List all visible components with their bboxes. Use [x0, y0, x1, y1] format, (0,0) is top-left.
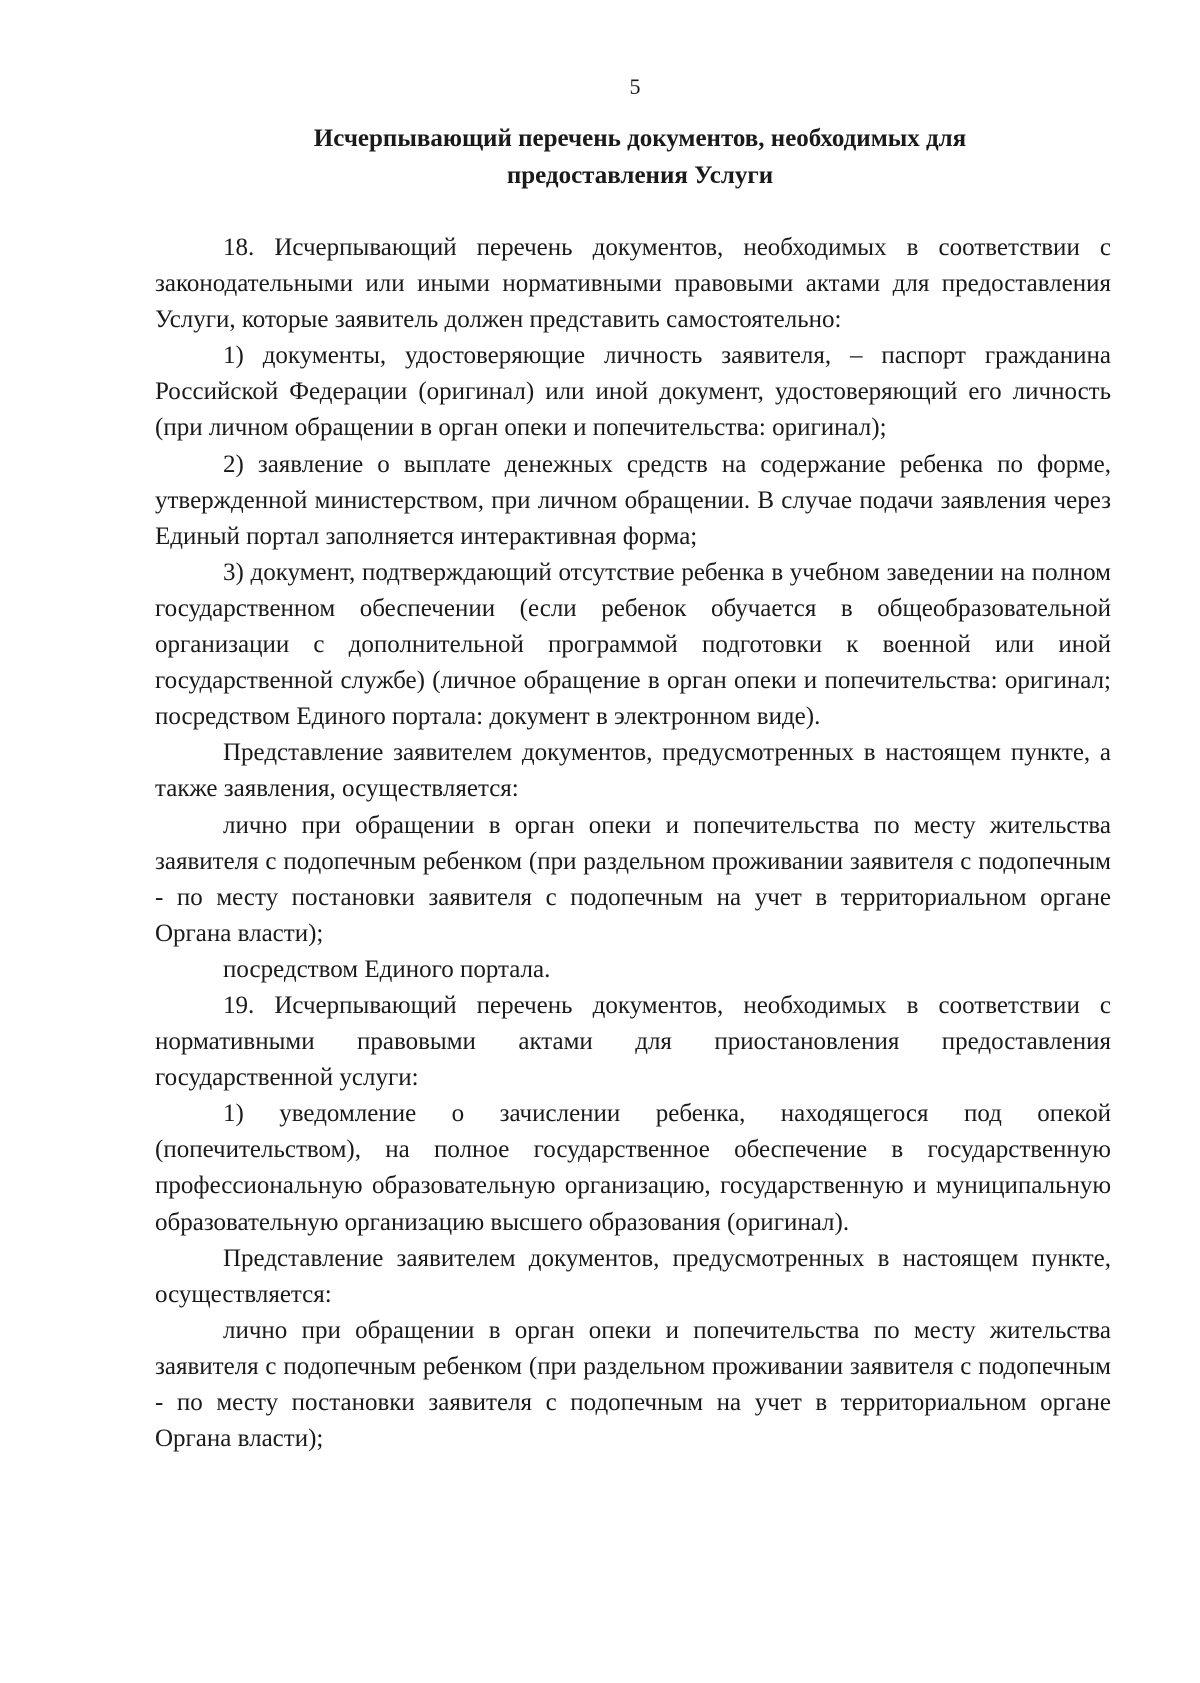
section-heading-line-2: предоставления Услуги	[506, 162, 774, 189]
paragraph-18-in-person: лично при обращении в орган опеки и попечительства по месту жительства заявителя с подопечным ребенком (при раздельном проживании заявителя с подопечным - по месту постановки заявителя с подопечным на учет в территориальном органе Органа власти);	[155, 811, 1111, 947]
paragraph-19-item-1: 1) уведомление о зачислении ребенка, находящегося под опекой (попечительством), на полное государственное обеспечение в государственную профессиональную образовательную организацию, государственную и муниципальную образовательную организацию высшего образования (оригинал).	[155, 1100, 1111, 1236]
paragraph-18-item-3: 3) документ, подтверждающий отсутствие ребенка в учебном заведении на полном государственном обеспечении (если ребенок обучается в общеобразовательной организации с дополнительной программой подготовки к военной или иной государственной службе) (личное обращение в орган опеки и попечительства: оригинал; посредством Единого портала: документ в электронном виде).	[155, 558, 1111, 731]
paragraph-18-submission: Представление заявителем документов, предусмотренных в настоящем пункте, а также заявления, осуществляется:	[155, 739, 1111, 803]
paragraph-18-intro: 18. Исчерпывающий перечень документов, необходимых в соответствии с законодательными или иными нормативными правовыми актами для предоставления Услуги, которые заявитель должен представить самостоятельно:	[155, 234, 1111, 334]
paragraph-19-submission: Представление заявителем документов, предусмотренных в настоящем пункте, осуществляется:	[155, 1244, 1111, 1308]
paragraph-18-item-1: 1) документы, удостоверяющие личность заявителя, – паспорт гражданина Российской Федерации (оригинал) или иной документ, удостоверяющий его личность (при личном обращении в орган опеки и попечительства: оригинал);	[155, 342, 1111, 442]
document-body	[155, 230, 1111, 1457]
paragraph-19-in-person: лично при обращении в орган опеки и попечительства по месту жительства заявителя с подопечным ребенком (при раздельном проживании заявителя с подопечным - по месту постановки заявителя с подопечным на учет в территориальном органе Органа власти);	[155, 1316, 1111, 1453]
paragraph-19-intro: 19. Исчерпывающий перечень документов, необходимых в соответствии с нормативными правовыми актами для приостановления предоставления государственной услуги:	[155, 991, 1111, 1092]
section-heading-line-1: Исчерпывающий перечень документов, необходимых для	[313, 125, 967, 152]
paragraph-18-portal: посредством Единого портала.	[223, 955, 551, 983]
paragraph-18-item-2: 2) заявление о выплате денежных средств на содержание ребенка по форме, утвержденной министерством, при личном обращении. В случае подачи заявления через Единый портал заполняется интерактивная форма;	[155, 450, 1111, 550]
section-heading	[230, 120, 1050, 194]
page-number: 5	[629, 74, 641, 99]
